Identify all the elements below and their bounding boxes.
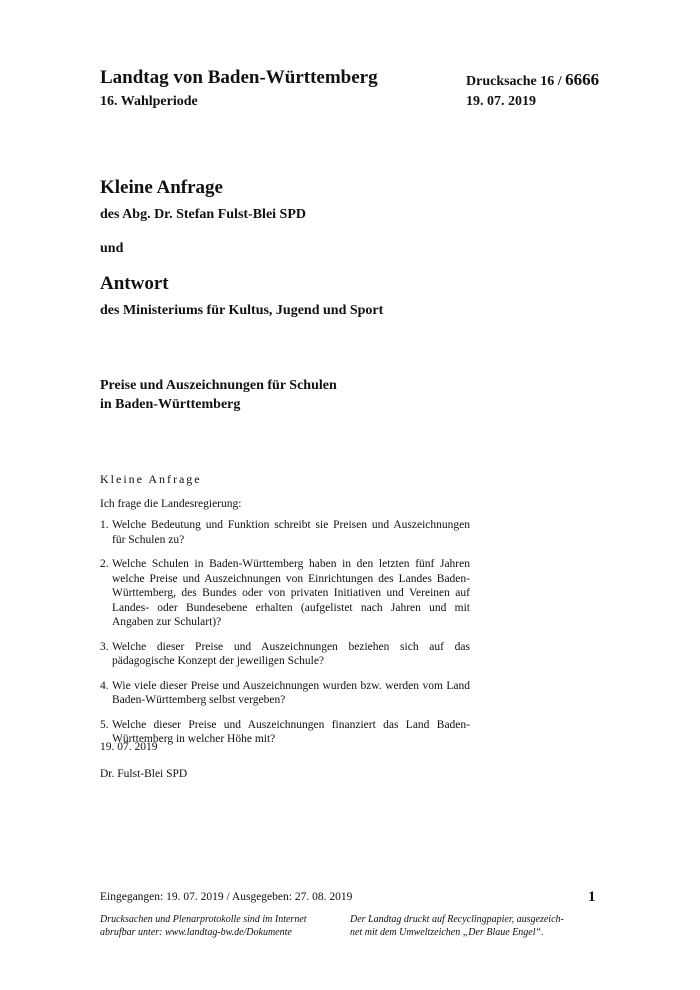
subject-line-2: in Baden-Württemberg bbox=[100, 397, 241, 412]
question-item bbox=[100, 640, 470, 669]
recycling-note-line-1: Der Landtag druckt auf Recyclingpapier, ausgezeich- bbox=[350, 914, 564, 925]
document-number: 6666 bbox=[565, 70, 600, 89]
internet-note bbox=[100, 914, 307, 939]
answer-heading: Antwort bbox=[100, 273, 169, 294]
question-item bbox=[100, 679, 470, 708]
document-id bbox=[466, 70, 599, 90]
signature-date: 19. 07. 2019 bbox=[100, 741, 158, 753]
question-number: 5. bbox=[100, 718, 109, 731]
question-number: 1. bbox=[100, 519, 109, 531]
internet-note-line-2: abrufbar unter: www.landtag-bw.de/Dokumente bbox=[100, 926, 292, 938]
question-list bbox=[100, 518, 470, 757]
legislative-period: 16. Wahlperiode bbox=[100, 94, 198, 109]
question-text: Welche dieser Preise und Auszeichnungen finanziert das Land Baden-Württemberg in welcher Höhe mit? bbox=[112, 718, 470, 745]
subject-title bbox=[100, 376, 500, 414]
signature-name: Dr. Fulst-Blei SPD bbox=[100, 768, 188, 780]
recycling-note-line-2: net mit dem Umweltzeichen „Der Blaue Engel“. bbox=[350, 926, 544, 938]
subject-line-1: Preise und Auszeichnungen für Schulen bbox=[100, 378, 337, 393]
question-text: Welche Schulen in Baden-Württemberg haben in den letzten fünf Jahren welche Preise und Auszeichnungen von Einrichtungen des Landes Baden-Württemberg, des Bundes oder von privaten Initiativen und Vereinen auf Landes- oder Bundesebene erhalten (aufgelistet nach Jahren und mit Angaben zur Schulart)? bbox=[112, 558, 470, 628]
question-text: Welche dieser Preise und Auszeichnungen beziehen sich auf das pädagogische Konzept der jeweiligen Schule? bbox=[112, 640, 470, 667]
answer-author: des Ministeriums für Kultus, Jugend und Sport bbox=[100, 303, 384, 318]
question-item bbox=[100, 518, 470, 547]
question-text: Wie viele dieser Preise und Auszeichnungen wurden bzw. werden vom Land Baden-Württemberg selbst vergeben? bbox=[112, 679, 470, 706]
question-text: Welche Bedeutung und Funktion schreibt sie Preisen und Auszeichnungen für Schulen zu? bbox=[112, 519, 470, 546]
recycling-note bbox=[350, 914, 564, 939]
document-label: Drucksache 16 / bbox=[466, 74, 566, 89]
internet-note-line-1: Drucksachen und Plenarprotokolle sind im Internet bbox=[100, 914, 307, 925]
page-number: 1 bbox=[588, 889, 596, 905]
question-item bbox=[100, 557, 470, 630]
intro-text: Ich frage die Landesregierung: bbox=[100, 498, 242, 510]
document-date: 19. 07. 2019 bbox=[466, 94, 536, 109]
question-number: 4. bbox=[100, 679, 109, 692]
request-author: des Abg. Dr. Stefan Fulst-Blei SPD bbox=[100, 207, 307, 222]
question-number: 3. bbox=[100, 640, 109, 653]
and-label: und bbox=[100, 241, 124, 256]
section-label: Kleine Anfrage bbox=[100, 472, 202, 486]
request-heading: Kleine Anfrage bbox=[100, 177, 223, 198]
received-issued-line: Eingegangen: 19. 07. 2019 / Ausgegeben: 27. 08. 2019 bbox=[100, 891, 353, 903]
parliament-name: Landtag von Baden-Württemberg bbox=[100, 67, 378, 88]
question-number: 2. bbox=[100, 558, 109, 570]
